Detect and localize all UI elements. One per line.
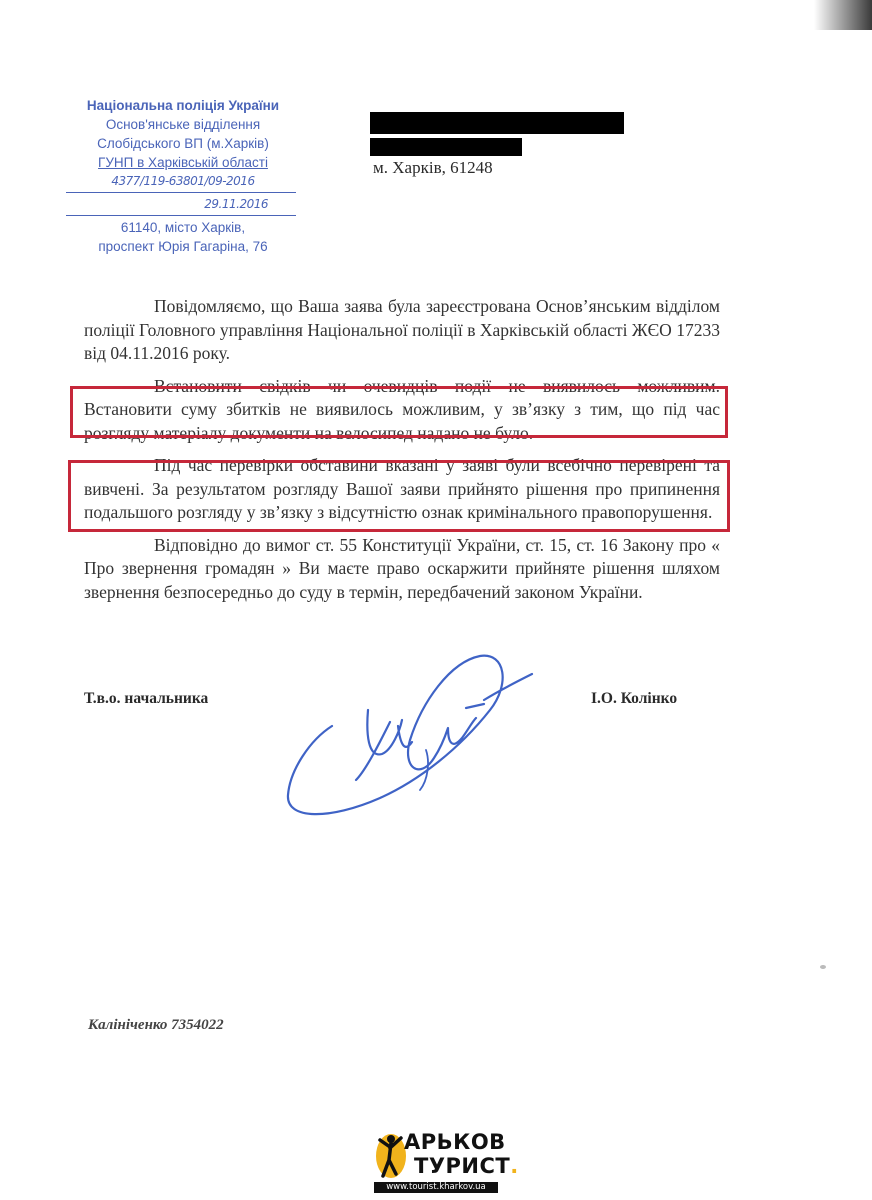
paragraph-appeal-rights: Відповідно до вимог ст. 55 Конституції України, ст. 15, ст. 16 Закону про « Про звернення громадян » Ви маєте право оскаржити прийняте рішення шляхом звернення безпосередньо до суду в термін, передбачений законом України. [84, 534, 720, 602]
damages-sentence: Встановити суму збитків не виявилось можливим, у зв’язку з тим, що під час розгляду матеріалу документи на велосипед надано не було. [84, 399, 720, 443]
stamp-division: Слобідського ВП (м.Харків) [97, 136, 269, 151]
inspection-sentence: Під час перевірки обставини вказані у заяві були всебічно перевірені та вивчені. [84, 455, 720, 499]
handwritten-signature [270, 630, 540, 830]
stamp-address-street: проспект Юрія Гагаріна, 76 [98, 239, 268, 254]
paragraph-decision [84, 454, 720, 525]
logo-text-kharkov: АРЬКОВ [404, 1130, 506, 1154]
executor-contact: Калініченко 7354022 [88, 1017, 224, 1033]
letter-body [84, 295, 720, 613]
paragraph-registration: Повідомляємо, що Ваша заява була зареєстрована Основ’янським відділом поліції Головного управління Національної поліції в Харківській області ЖЄО 17233 від 04.11.2016 року. [84, 296, 720, 363]
signatory-name: І.О. Колінко [591, 690, 678, 707]
scan-edge [814, 0, 872, 30]
logo-box [372, 1128, 519, 1184]
tourist-figure-icon [374, 1130, 408, 1182]
addressee-city: м. Харків, 61248 [373, 158, 493, 177]
redacted-street [370, 138, 522, 156]
stamp-rule [66, 215, 296, 216]
watermark-logo [372, 1128, 519, 1194]
stamp-region: ГУНП в Харківській області [98, 155, 268, 170]
logo-word: ТУРИСТ [414, 1154, 511, 1178]
logo-text-tourist [414, 1154, 519, 1178]
redacted-name [370, 112, 624, 134]
logo-dot: . [510, 1154, 519, 1178]
signatory-position: Т.в.о. начальника [84, 690, 209, 707]
stamp-department: Основ'янське відділення [105, 117, 261, 132]
stamp-registration-number: 4377/119-63801/09-2016 [111, 174, 255, 188]
paragraph-witnesses [84, 375, 720, 446]
decision-sentence: За результатом розгляду Вашої заяви прийнято рішення про припинення подальшого розгляду у зв’язку з відсутністю ознак кримінального правопорушення. [84, 478, 720, 522]
stamp-agency: Національна поліція України [86, 98, 280, 113]
scan-speck [820, 965, 826, 969]
official-stamp [58, 96, 308, 256]
witnesses-sentence: Встановити свідків чи очевидців події не виявилось можливим. [154, 375, 720, 396]
stamp-rule [66, 192, 296, 193]
stamp-registration-date: 29.11.2016 [204, 197, 268, 211]
stamp-address-city: 61140, місто Харків, [120, 220, 246, 235]
logo-url: www.tourist.kharkov.ua [374, 1182, 498, 1193]
